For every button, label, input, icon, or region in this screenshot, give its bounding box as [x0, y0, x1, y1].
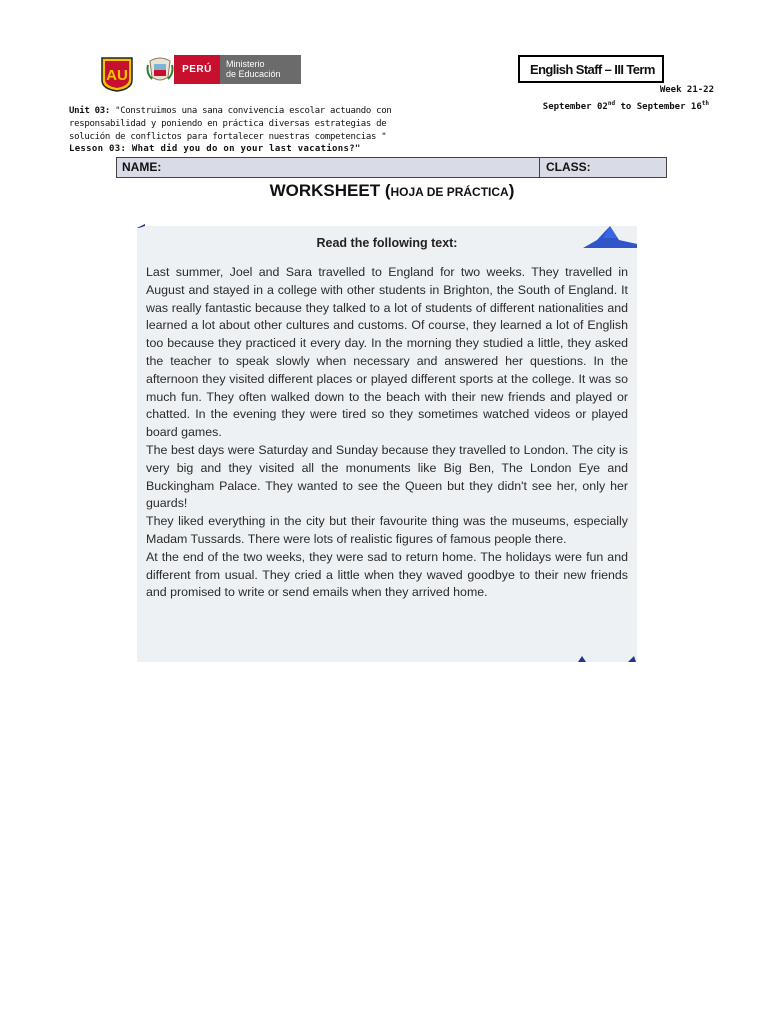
lesson-label: Lesson 03:	[69, 144, 127, 154]
ministry-logo	[146, 55, 301, 84]
ministry-line-1: Ministerio	[226, 59, 265, 69]
worksheet-title-close: )	[508, 181, 515, 200]
reading-paragraph-1: Last summer, Joel and Sara travelled to England for two weeks. They travelled in August and stayed in a college with other students in Brighton, the South of England. It was really fantastic because they talked to a lot of students of different nationalities and learned a lot about other cultures and customs. Of course, they learned a lot of English too because they practiced it every day. In the morning they studied a little, they asked the teacher to speak slowly when necessary and answered her questions. In the afternoon they visited different places or played different sports at the college. It was so much fun. They often walked down to the beach with their new friends and played or chatted. In the evening they were tired so they sometimes watched videos or played board games.	[146, 265, 628, 440]
class-field[interactable]	[540, 158, 666, 177]
lesson-text: What did you do on your last vacations?"	[126, 144, 361, 154]
date-end: to September 16	[615, 102, 702, 112]
name-label: NAME:	[122, 160, 162, 174]
name-field[interactable]	[117, 158, 540, 177]
logo-text: AU	[106, 67, 128, 84]
reading-paragraph-4: At the end of the two weeks, they were sad to return home. The holidays were fun and different from usual. They cried a little when they waved goodbye to their new friends and promised to write or send emails when they arrived home.	[146, 549, 628, 600]
unit-label: Unit 03:	[69, 106, 110, 116]
date-range	[543, 100, 709, 112]
lesson-title	[69, 144, 361, 154]
peru-crest-icon	[146, 55, 174, 84]
week-label: Week 21-22	[659, 85, 714, 95]
date-start: September 02	[542, 102, 608, 112]
worksheet-title	[0, 181, 768, 201]
reading-text	[146, 264, 628, 602]
corner-star-icon	[137, 224, 145, 228]
unit-description	[69, 105, 414, 144]
date-start-suffix: nd	[607, 100, 616, 107]
peru-label: PERÚ	[174, 55, 220, 84]
ministry-label	[220, 55, 301, 84]
date-end-suffix: th	[701, 100, 709, 107]
class-label: CLASS:	[546, 160, 591, 174]
school-logo	[100, 56, 134, 92]
ministry-line-2: de Educación	[226, 69, 281, 79]
reading-paragraph-3: They liked everything in the city but their favourite thing was the museums, especially Madam Tussards. There were lots of realistic figures of famous people there.	[146, 514, 628, 546]
reading-card	[137, 226, 637, 662]
worksheet-title-subtitle: HOJA DE PRÁCTICA	[390, 185, 509, 199]
bottom-star-icon	[578, 652, 638, 664]
student-info-table	[116, 157, 667, 178]
reading-instruction: Read the following text:	[316, 236, 458, 250]
reading-paragraph-2: The best days were Saturday and Sunday because they travelled to London. The city is very big and they visited all the monuments like Big Ben, The London Eye and Buckingham Palace. They wanted to see the Queen but they didn't see her, only her guards!	[146, 442, 628, 511]
unit-text: "Construimos una sana convivencia escolar actuando con responsabilidad y poniendo en práctica diversas estrategias de solución de conflictos para fortalecer nuestras competencias "	[69, 106, 392, 142]
worksheet-title-main: WORKSHEET (	[269, 181, 391, 200]
staff-term-box: English Staff – III Term	[518, 55, 664, 83]
